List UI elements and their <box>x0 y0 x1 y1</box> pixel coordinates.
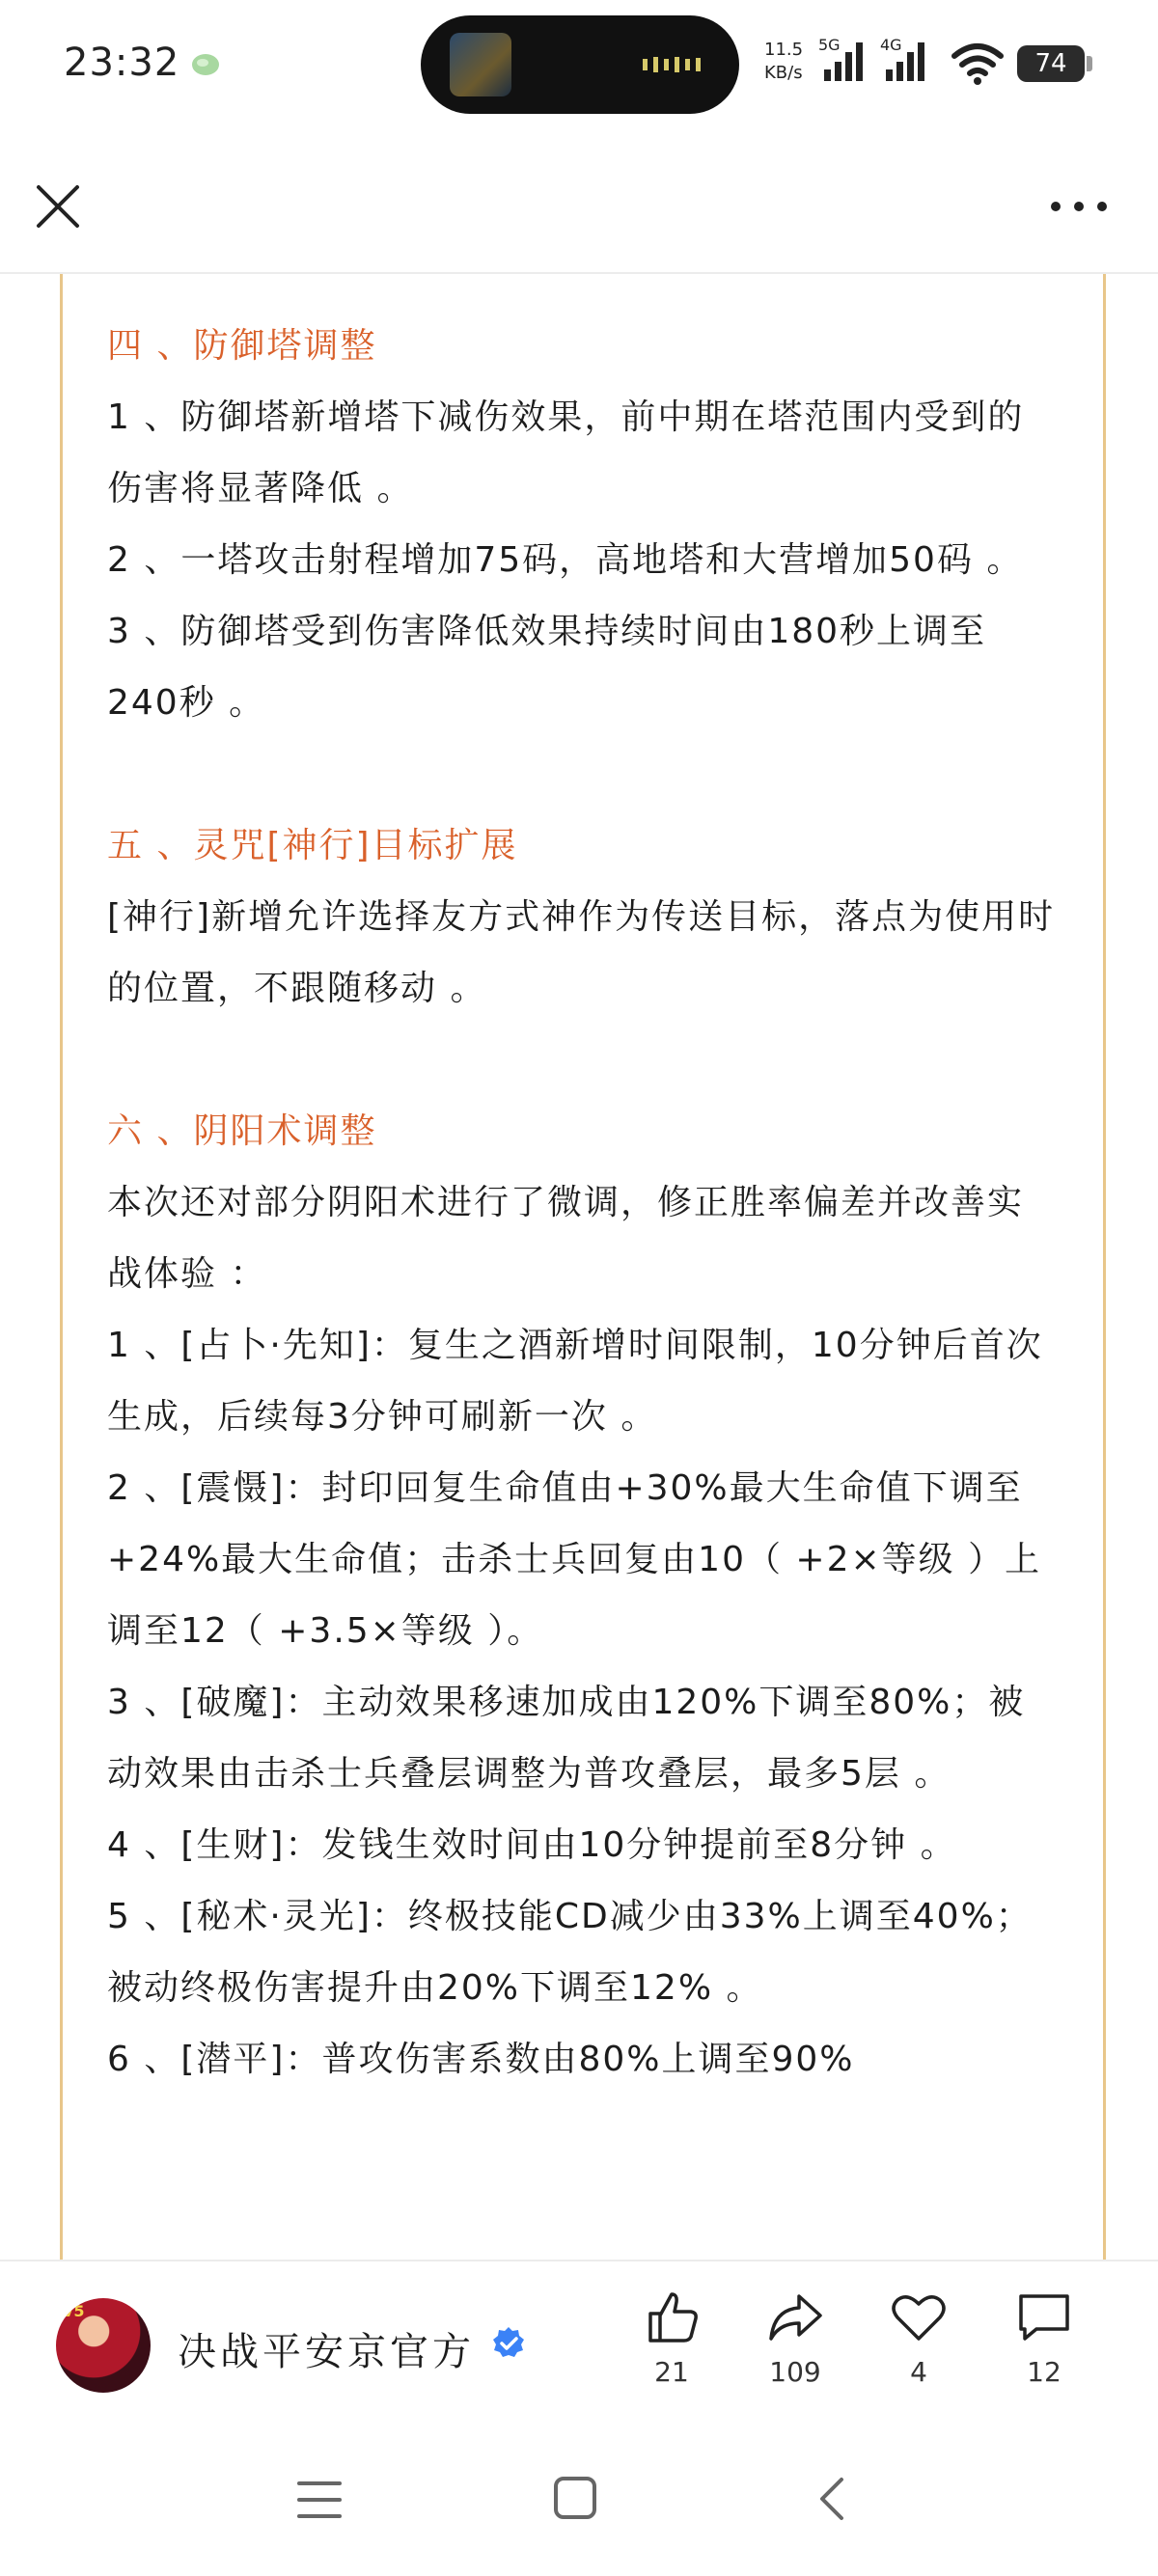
paragraph: [神行]新增允许选择友方式神作为传送目标，落点为使用时的位置，不跟随移动 。 <box>107 897 1056 1008</box>
signal-4g-icon <box>880 35 938 85</box>
top-bar <box>0 135 1158 274</box>
network-speed: 11.5 KB/s <box>764 40 804 83</box>
system-nav-bar <box>0 2424 1158 2576</box>
action-bar <box>0 2260 1158 2425</box>
paragraph: 3 、防御塔受到伤害降低效果持续时间由180秒上调至240秒 。 <box>107 612 987 723</box>
paragraph: 5 、[秘术·灵光]：终极技能CD减少由33%上调至40%；被动终极伤害提升由20%下调至12% 。 <box>107 1897 1033 2008</box>
section-heading: 五 、灵咒[神行]目标扩展 <box>107 826 518 865</box>
section-defense-tower <box>107 311 1057 739</box>
section-heading: 六 、阴阳术调整 <box>107 1111 377 1151</box>
status-bar <box>0 0 1158 135</box>
comment-button[interactable] <box>996 2288 1092 2388</box>
home-icon[interactable] <box>552 2474 598 2522</box>
favorite-count: 4 <box>910 2356 927 2388</box>
menu-icon[interactable] <box>295 2478 344 2522</box>
paragraph: 2 、[震慑]：封印回复生命值由+30%最大生命值下调至+24%最大生命值；击杀士兵回复由10（ +2×等级 ）上调至12（ +3.5×等级 ）。 <box>107 1468 1042 1651</box>
section-spell-shenxing <box>107 810 1057 1025</box>
signal-5g-icon <box>818 35 872 85</box>
like-button[interactable] <box>623 2288 720 2388</box>
paragraph: 4 、[生财]：发钱生效时间由10分钟提前至8分钟 。 <box>107 1825 957 1865</box>
share-arrow-icon <box>766 2288 824 2346</box>
author-name[interactable]: 决战平安京官方 <box>178 2330 475 2374</box>
heart-icon <box>890 2288 948 2346</box>
section-heading: 四 、防御塔调整 <box>107 326 377 366</box>
dynamic-island[interactable] <box>421 15 739 114</box>
article-content[interactable] <box>0 274 1158 2260</box>
paragraph: 3 、[破魔]：主动效果移速加成由120%下调至80%；被动效果由击杀士兵叠层调整为普攻叠层，最多5层 。 <box>107 1683 1026 1794</box>
comment-count: 12 <box>1027 2356 1062 2388</box>
share-count: 109 <box>769 2356 821 2388</box>
like-count: 21 <box>654 2356 689 2388</box>
more-dots-icon[interactable] <box>1042 187 1116 226</box>
battery-indicator: 74 <box>1017 45 1085 82</box>
close-icon[interactable] <box>29 178 87 235</box>
article-frame <box>60 274 1106 2260</box>
leaf-icon <box>189 50 222 79</box>
section-onmyoji-skills <box>107 1096 1057 2096</box>
paragraph: 2 、一塔攻击射程增加75码，高地塔和大营增加50码 。 <box>107 540 1024 580</box>
share-button[interactable] <box>747 2288 843 2388</box>
thumbs-up-icon <box>643 2288 701 2346</box>
article-body <box>63 274 1103 2096</box>
paragraph: 本次还对部分阴阳术进行了微调，修正胜率偏差并改善实战体验 ： <box>107 1183 1025 1294</box>
paragraph: 1 、防御塔新增塔下减伤效果，前中期在塔范围内受到的伤害将显著降低 。 <box>107 397 1025 508</box>
paragraph: 6 、[潜平]：普攻伤害系数由80%上调至90% <box>107 2040 855 2079</box>
status-time: 23:32 <box>64 41 180 85</box>
paragraph: 1 、[占卜·先知]：复生之酒新增时间限制，10分钟后首次生成，后续每3分钟可刷新一次 。 <box>107 1326 1043 1437</box>
wifi-icon <box>951 42 1004 85</box>
signal-5g-label: 5G <box>818 36 841 54</box>
author-avatar[interactable] <box>56 2298 151 2393</box>
battery-tip <box>1087 56 1092 71</box>
signal-4g-label: 4G <box>880 36 902 54</box>
back-icon[interactable] <box>813 2474 851 2524</box>
comment-bubble-icon <box>1015 2288 1073 2346</box>
audio-bars-icon <box>643 56 701 73</box>
avatar-badge: V5 <box>62 2302 85 2320</box>
media-thumbnail[interactable] <box>450 33 511 96</box>
favorite-button[interactable] <box>870 2288 967 2388</box>
verified-badge-icon <box>490 2325 527 2362</box>
